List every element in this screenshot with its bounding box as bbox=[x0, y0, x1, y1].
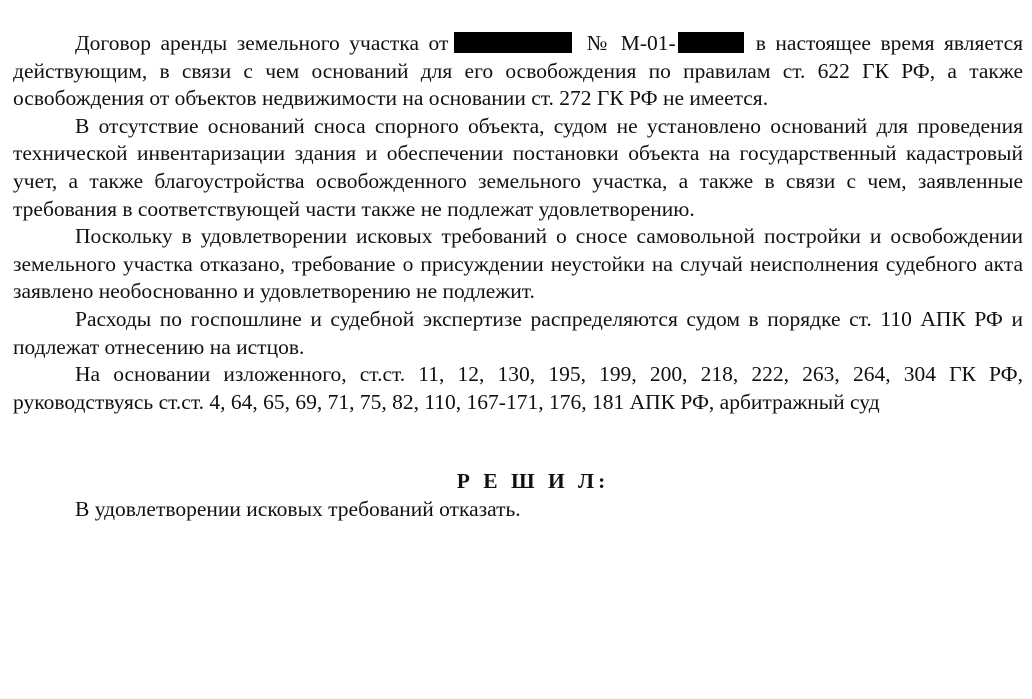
redacted-date bbox=[454, 32, 572, 53]
paragraph-expenses: Расходы по госпошлине и судебной экспертизе распределяются судом в порядке ст. 110 АПК РФ и подлежат отнесению на истцов. bbox=[13, 306, 1023, 359]
paragraph-penalty: Поскольку в удовлетворении исковых требований о сносе самовольной постройки и освобождении земельного участка отказано, требование о присуждении неустойки на случай неисполнения судебного акта заявлено необоснованно и удовлетворению не подлежит. bbox=[13, 224, 1023, 304]
paragraph-legal-basis: На основании изложенного, ст.ст. 11, 12, 130, 195, 199, 200, 218, 222, 263, 264, 304 ГК РФ, руководствуясь ст.ст. 4, 64, 65, 69, 71, 75, 82, 110, 167-171, 176, 181 АПК РФ, арбитражный суд bbox=[13, 362, 1023, 414]
document-page bbox=[13, 30, 1023, 524]
lease-text-end: в настоящее время является действующим, в связи с чем оснований для его освобождения по правилам ст. 622 ГК РФ, а также освобождения от объектов недвижимости на основании ст. 272 ГК РФ не имеется. bbox=[13, 31, 1023, 111]
paragraph-no-grounds: В отсутствие оснований сноса спорного объекта, судом не установлено оснований для проведения технической инвентаризации здания и обеспечении постановки объекта на государственный кадастровый учет, а также благоустройства освобожденного земельного участка, а также в связи с чем, заявленные требования в соответствующей части также не подлежат удовлетворению. bbox=[13, 113, 1023, 221]
section-spacer bbox=[13, 416, 1023, 468]
decision-title: Р Е Ш И Л: bbox=[456, 469, 610, 494]
decision-text: В удовлетворении исковых требований отказать. bbox=[75, 496, 521, 521]
redacted-number bbox=[678, 32, 744, 53]
paragraph-lease-agreement bbox=[13, 30, 1023, 113]
lease-number-prefix: № М-01- bbox=[582, 31, 676, 55]
lease-text-start: Договор аренды земельного участка от bbox=[75, 31, 449, 55]
